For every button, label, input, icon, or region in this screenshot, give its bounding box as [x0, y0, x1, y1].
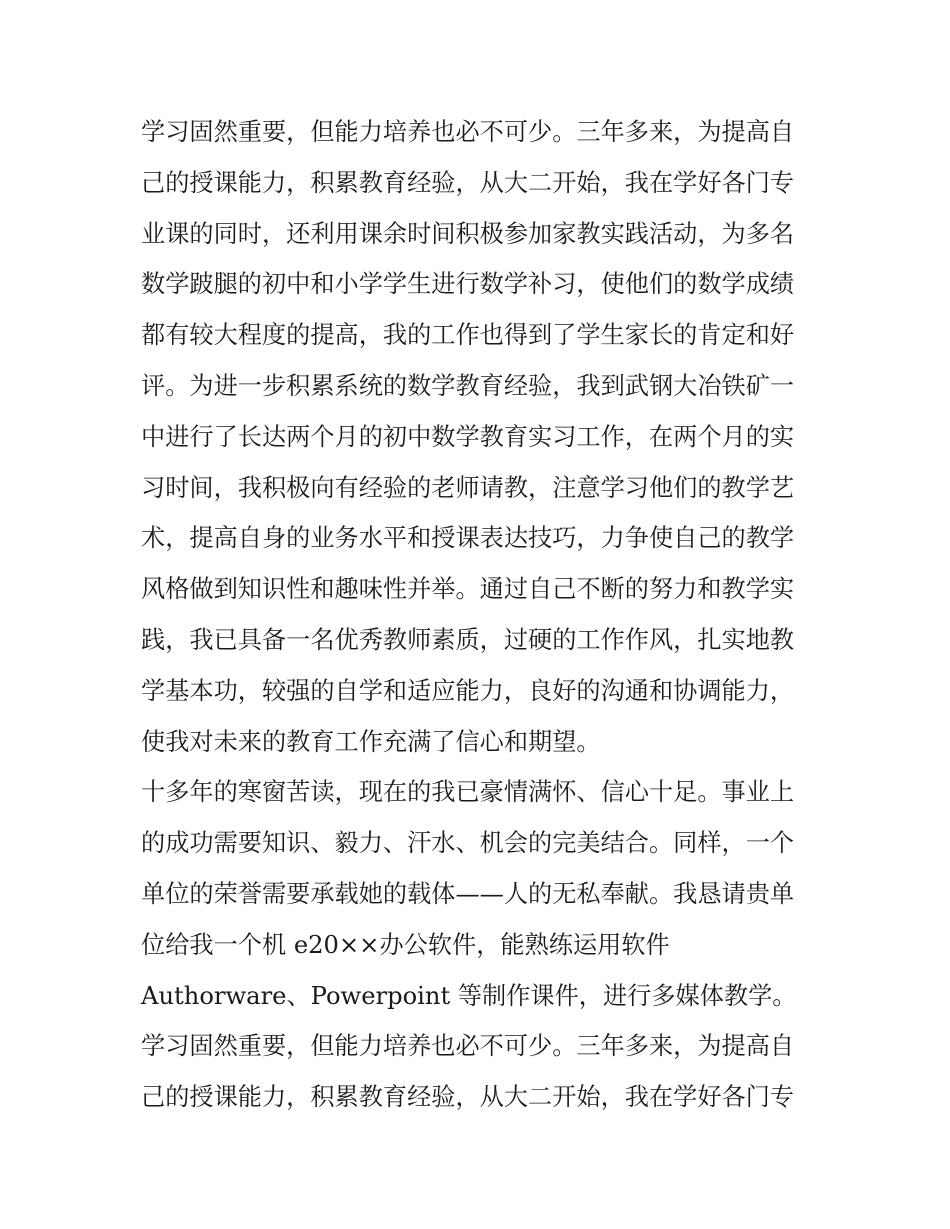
text-line: 己的授课能力，积累教育经验，从大二开始，我在学好各门专 — [141, 168, 795, 197]
text-line: 使我对未来的教育工作充满了信心和期望。 — [141, 727, 601, 756]
text-line: 业课的同时，还利用课余时间积极参加家教实践活动，为多名 — [141, 219, 795, 248]
text-line: 位给我一个机 e20××办公软件，能熟练运用软件 — [141, 930, 670, 959]
text-line: 中进行了长达两个月的初中数学教育实习工作，在两个月的实 — [141, 422, 795, 451]
text-line: 学习固然重要，但能力培养也必不可少。三年多来，为提高自 — [141, 1032, 795, 1061]
document-body — [141, 107, 813, 1123]
text-line: Authorware、Powerpoint 等制作课件，进行多媒体教学。 — [141, 981, 797, 1010]
text-line: 践，我已具备一名优秀教师素质，过硬的工作作风，扎实地教 — [141, 625, 795, 654]
text-line: 术，提高自身的业务水平和授课表达技巧，力争使自己的教学 — [141, 524, 795, 553]
text-line: 学基本功，较强的自学和适应能力，良好的沟通和协调能力， — [141, 676, 795, 705]
paragraph-ability-training — [141, 107, 813, 767]
paragraph-ability-training-repeat — [141, 1021, 813, 1123]
text-line: 数学跛腿的初中和小学学生进行数学补习，使他们的数学成绩 — [141, 270, 795, 299]
text-line: 己的授课能力，积累教育经验，从大二开始，我在学好各门专 — [141, 1083, 795, 1112]
paragraph-career-aspiration — [141, 767, 813, 1021]
text-line: 单位的荣誉需要承载她的载体——人的无私奉献。我恳请贵单 — [141, 879, 795, 908]
text-line: 的成功需要知识、毅力、汗水、机会的完美结合。同样，一个 — [141, 829, 795, 858]
text-line: 学习固然重要，但能力培养也必不可少。三年多来，为提高自 — [141, 118, 795, 146]
text-line: 习时间，我积极向有经验的老师请教，注意学习他们的教学艺 — [141, 473, 795, 502]
text-line: 十多年的寒窗苦读，现在的我已豪情满怀、信心十足。事业上 — [141, 778, 795, 807]
text-line: 风格做到知识性和趣味性并举。通过自己不断的努力和教学实 — [141, 575, 795, 604]
text-line: 评。为进一步积累系统的数学教育经验，我到武钢大冶铁矿一 — [141, 371, 795, 400]
text-line: 都有较大程度的提高，我的工作也得到了学生家长的肯定和好 — [141, 321, 795, 350]
